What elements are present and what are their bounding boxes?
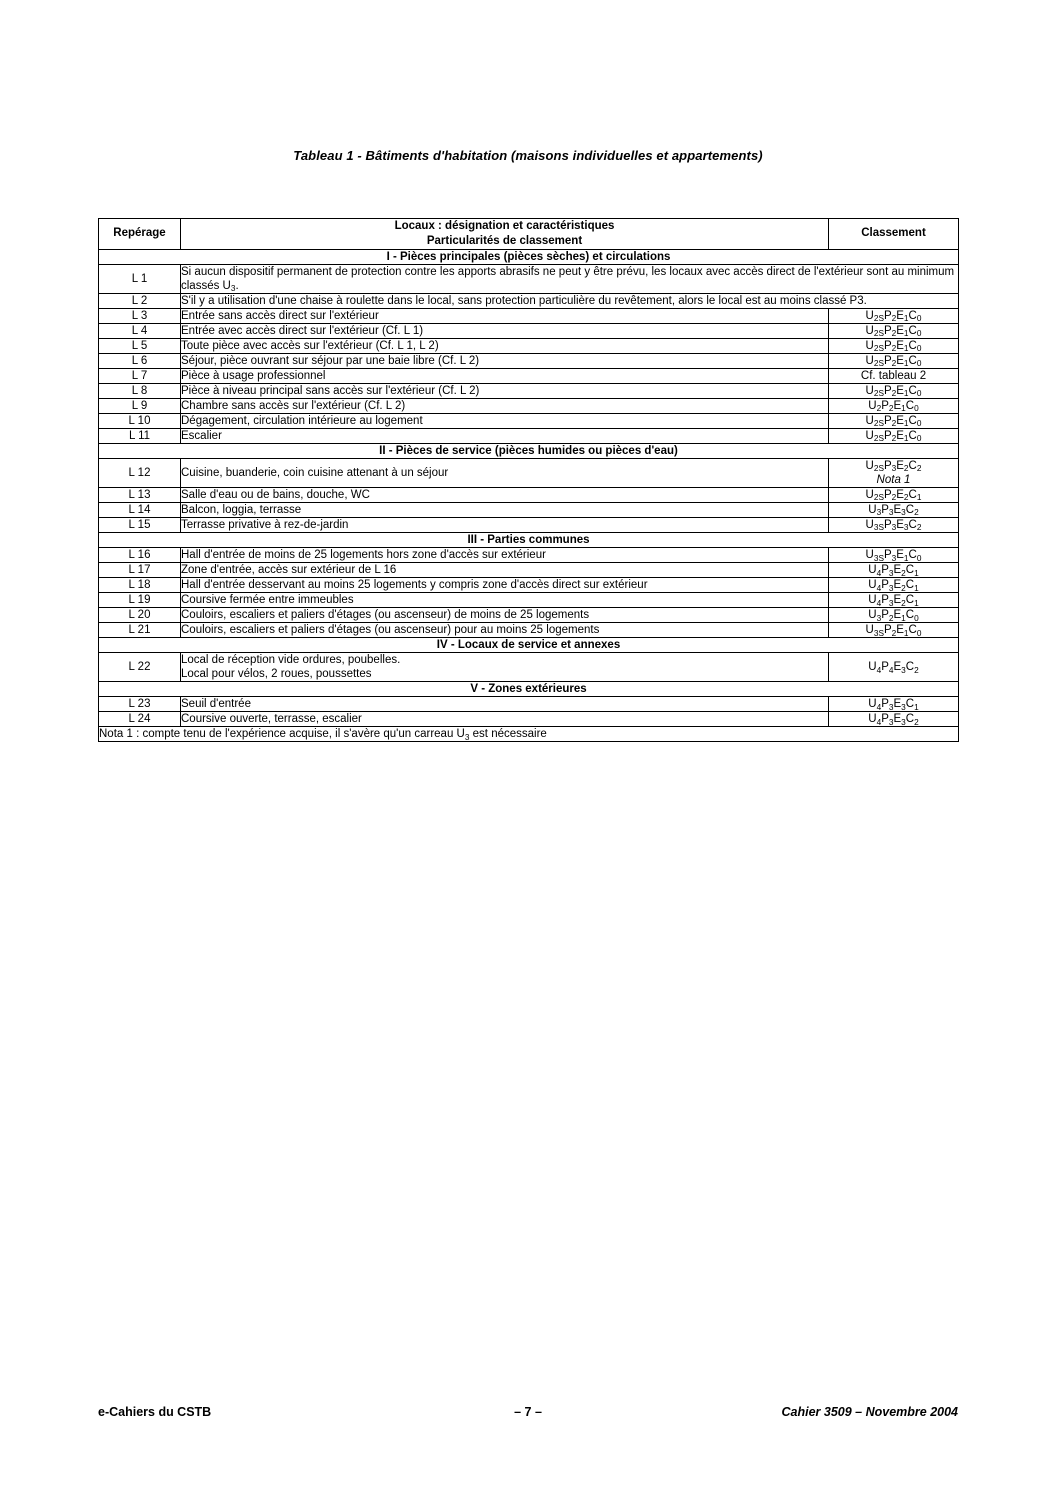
cell-description: Balcon, loggia, terrasse	[181, 503, 829, 518]
cell-description: Escalier	[181, 429, 829, 444]
cell-description: Couloirs, escaliers et paliers d'étages (ou ascenseur) de moins de 25 logements	[181, 608, 829, 623]
table-header	[99, 219, 959, 250]
cell-reperage: L 12	[99, 459, 181, 488]
cell-description: Entrée avec accès direct sur l'extérieur (Cf. L 1)	[181, 323, 829, 338]
cell-classement: $U_3P_3E_3C_2$	[829, 503, 959, 518]
table-row	[99, 608, 959, 623]
table-header-row	[99, 219, 959, 250]
table-row	[99, 399, 959, 414]
cell-classement: $U_{2S}P_2E_1C_0$	[829, 414, 959, 429]
section-title: II - Pièces de service (pièces humides ou pièces d'eau)	[99, 444, 959, 459]
cell-reperage: L 5	[99, 338, 181, 353]
section-title: V - Zones extérieures	[99, 682, 959, 697]
cell-classement: $U_{2S}P_2E_1C_0$	[829, 384, 959, 399]
cell-description: Si aucun dispositif permanent de protection contre les apports abrasifs ne peut y être prévu, les locaux avec accès direct de l'extérieur sont au minimum classés $U_3$.	[181, 264, 959, 293]
table-nota-row	[99, 727, 959, 742]
section-title: IV - Locaux de service et annexes	[99, 638, 959, 653]
cell-classement: $U_4P_3E_2C_1$	[829, 578, 959, 593]
table-row	[99, 369, 959, 384]
cell-description: Coursive fermée entre immeubles	[181, 593, 829, 608]
cell-reperage: L 13	[99, 488, 181, 503]
table-row	[99, 563, 959, 578]
cell-classement: $U_{2S}P_2E_1C_0$	[829, 338, 959, 353]
cell-reperage: L 8	[99, 384, 181, 399]
section-header-row	[99, 249, 959, 264]
cell-reperage: L 10	[99, 414, 181, 429]
cell-reperage: L 6	[99, 353, 181, 368]
footer-issue: Cahier 3509 – Novembre 2004	[781, 1405, 958, 1419]
cell-description: Terrasse privative à rez-de-jardin	[181, 518, 829, 533]
nota-text: Nota 1 : compte tenu de l'expérience acquise, il s'avère qu'un carreau $U_3$ est nécessaire	[99, 727, 959, 742]
cell-description: Hall d'entrée de moins de 25 logements hors zone d'accès sur extérieur	[181, 548, 829, 563]
page-title: Tableau 1 - Bâtiments d'habitation (maisons individuelles et appartements)	[293, 148, 763, 163]
cell-description: Cuisine, buanderie, coin cuisine attenant à un séjour	[181, 459, 829, 488]
cell-reperage: L 15	[99, 518, 181, 533]
cell-classement: $U_4P_4E_3C_2$	[829, 653, 959, 682]
cell-classement: $U_2P_2E_1C_0$	[829, 399, 959, 414]
cell-classement: $U_{3S}P_3E_3C_2$	[829, 518, 959, 533]
column-header-classement: Classement	[829, 219, 959, 250]
section-title: III - Parties communes	[99, 533, 959, 548]
column-header-reperage: Repérage	[99, 219, 181, 250]
cell-description: Pièce à niveau principal sans accès sur l'extérieur (Cf. L 2)	[181, 384, 829, 399]
table-row	[99, 578, 959, 593]
section-title: I - Pièces principales (pièces sèches) et circulations	[99, 249, 959, 264]
table-row	[99, 459, 959, 488]
table-row	[99, 308, 959, 323]
section-header-row	[99, 444, 959, 459]
cell-reperage: L 14	[99, 503, 181, 518]
cell-classement: $U_4P_3E_2C_1$	[829, 593, 959, 608]
cell-description: Hall d'entrée desservant au moins 25 logements y compris zone d'accès direct sur extérieur	[181, 578, 829, 593]
cell-reperage: L 19	[99, 593, 181, 608]
cell-reperage: L 22	[99, 653, 181, 682]
table-row	[99, 488, 959, 503]
cell-reperage: L 4	[99, 323, 181, 338]
cell-reperage: L 2	[99, 293, 181, 308]
table-row	[99, 429, 959, 444]
table-row	[99, 323, 959, 338]
cell-reperage: L 20	[99, 608, 181, 623]
table-row	[99, 264, 959, 293]
cell-classement: $U_3P_2E_1C_0$	[829, 608, 959, 623]
cell-classement: $U_{2S}P_2E_1C_0$	[829, 323, 959, 338]
column-header-locaux-line2: Particularités de classement	[426, 234, 583, 247]
table-row	[99, 548, 959, 563]
classification-table-container	[98, 218, 958, 742]
cell-classement: $U_{2S}P_2E_1C_0$	[829, 353, 959, 368]
cell-classement: $U_{2S}P_2E_1C_0$	[829, 308, 959, 323]
cell-description: Entrée sans accès direct sur l'extérieur	[181, 308, 829, 323]
cell-reperage: L 23	[99, 697, 181, 712]
classification-table	[98, 218, 959, 742]
table-row	[99, 384, 959, 399]
cell-description: Couloirs, escaliers et paliers d'étages (ou ascenseur) pour au moins 25 logements	[181, 623, 829, 638]
column-header-locaux	[181, 219, 829, 250]
cell-classement: $U_4P_3E_2C_1$	[829, 563, 959, 578]
cell-reperage: L 24	[99, 712, 181, 727]
cell-description: Seuil d'entrée	[181, 697, 829, 712]
cell-description: Local de réception vide ordures, poubelles. Local pour vélos, 2 roues, poussettes	[181, 653, 829, 682]
cell-description: S'il y a utilisation d'une chaise à roulette dans le local, sans protection particulière du revêtement, alors le local est au moins classé P3.	[181, 293, 959, 308]
cell-description: Pièce à usage professionnel	[181, 369, 829, 384]
cell-description: Zone d'entrée, accès sur extérieur de L 16	[181, 563, 829, 578]
cell-reperage: L 9	[99, 399, 181, 414]
table-row	[99, 293, 959, 308]
cell-description: Dégagement, circulation intérieure au logement	[181, 414, 829, 429]
cell-description: Séjour, pièce ouvrant sur séjour par une baie libre (Cf. L 2)	[181, 353, 829, 368]
section-header-row	[99, 638, 959, 653]
footer-page-number: – 7 –	[514, 1405, 542, 1419]
table-row	[99, 712, 959, 727]
cell-reperage: L 16	[99, 548, 181, 563]
cell-reperage: L 17	[99, 563, 181, 578]
cell-description: Chambre sans accès sur l'extérieur (Cf. L 2)	[181, 399, 829, 414]
cell-classement: $U_4P_3E_3C_2$	[829, 712, 959, 727]
cell-classement: $U_4P_3E_3C_1$	[829, 697, 959, 712]
cell-description: Coursive ouverte, terrasse, escalier	[181, 712, 829, 727]
table-row	[99, 593, 959, 608]
cell-classement: $U_{2S}P_2E_1C_0$	[829, 429, 959, 444]
cell-classement: Cf. tableau 2	[829, 369, 959, 384]
section-header-row	[99, 682, 959, 697]
cell-reperage: L 1	[99, 264, 181, 293]
cell-reperage: L 21	[99, 623, 181, 638]
section-header-row	[99, 533, 959, 548]
table-row	[99, 503, 959, 518]
cell-reperage: L 11	[99, 429, 181, 444]
page-footer	[98, 1405, 958, 1419]
cell-classement: $U_{3S}P_3E_1C_0$	[829, 548, 959, 563]
table-row	[99, 653, 959, 682]
cell-classement: $U_{2S}P_2E_2C_1$	[829, 488, 959, 503]
footer-publication: e-Cahiers du CSTB	[98, 1405, 212, 1419]
table-row	[99, 353, 959, 368]
table-row	[99, 697, 959, 712]
table-row	[99, 518, 959, 533]
table-row	[99, 623, 959, 638]
cell-reperage: L 7	[99, 369, 181, 384]
cell-reperage: L 18	[99, 578, 181, 593]
cell-reperage: L 3	[99, 308, 181, 323]
cell-classement: $U_{3S}P_2E_1C_0$	[829, 623, 959, 638]
table-row	[99, 338, 959, 353]
cell-description: Toute pièce avec accès sur l'extérieur (Cf. L 1, L 2)	[181, 338, 829, 353]
cell-classement: $U_{2S}P_3E_2C_2$ Nota 1	[829, 459, 959, 488]
table-row	[99, 414, 959, 429]
column-header-locaux-line1: Locaux : désignation et caractéristiques	[394, 220, 615, 232]
cell-description: Salle d'eau ou de bains, douche, WC	[181, 488, 829, 503]
table-body	[99, 249, 959, 742]
